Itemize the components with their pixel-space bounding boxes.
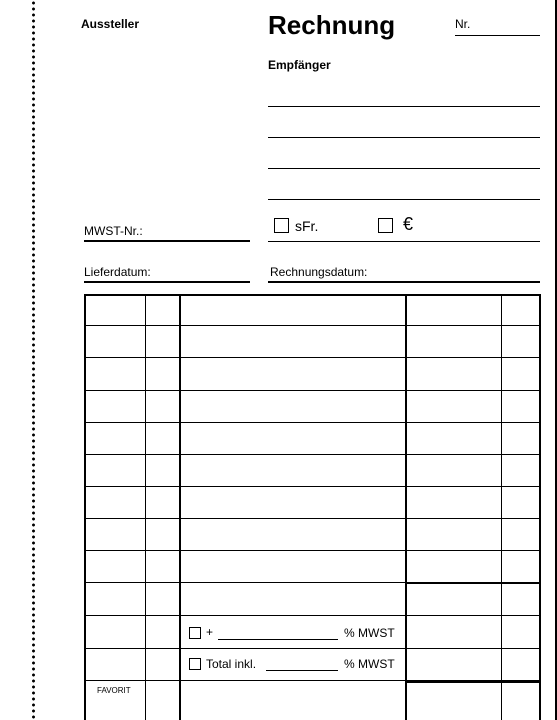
- checkbox-total[interactable]: [189, 658, 201, 670]
- recipient-line-3[interactable]: [268, 168, 540, 169]
- table-row-line: [84, 357, 541, 358]
- total-prefix: Total inkl.: [206, 657, 257, 671]
- invoice-number-label: Nr.: [455, 17, 471, 31]
- currency-underline: [268, 241, 540, 242]
- vat-number-label: MWST-Nr.:: [84, 224, 143, 238]
- currency-eur-label: €: [403, 214, 414, 234]
- issuer-label: Aussteller: [81, 17, 140, 31]
- recipient-label: Empfänger: [268, 58, 331, 72]
- delivery-date-label: Lieferdatum:: [84, 265, 151, 279]
- table-top-border: [84, 294, 541, 296]
- vat-suffix: % MWST: [344, 626, 395, 640]
- checkbox-chf[interactable]: [274, 218, 289, 233]
- total-suffix: % MWST: [344, 657, 395, 671]
- vat-prefix: +: [206, 625, 214, 639]
- vat-number-line[interactable]: [84, 240, 250, 242]
- checkbox-vat[interactable]: [189, 627, 201, 639]
- recipient-line-4[interactable]: [268, 199, 540, 200]
- perforation-edge: [32, 0, 35, 720]
- table-row-line: [84, 615, 541, 616]
- invoice-date-label: Rechnungsdatum:: [270, 265, 368, 279]
- table-row-line: [84, 518, 541, 519]
- invoice-date-line[interactable]: [268, 281, 540, 283]
- table-row-line: [84, 648, 541, 649]
- document-title: Rechnung: [268, 10, 396, 40]
- currency-chf-label: sFr.: [295, 218, 319, 234]
- invoice-number-line[interactable]: [455, 35, 540, 36]
- recipient-line-2[interactable]: [268, 137, 540, 138]
- table-row-line: [84, 422, 541, 423]
- table-row-line: [84, 454, 541, 455]
- checkbox-eur[interactable]: [378, 218, 393, 233]
- table-row-line: [84, 325, 541, 326]
- recipient-line-1[interactable]: [268, 106, 540, 107]
- table-row-line: [84, 550, 541, 551]
- delivery-date-line[interactable]: [84, 281, 250, 283]
- vat-percent-line[interactable]: [218, 639, 338, 640]
- total-percent-line[interactable]: [266, 670, 338, 671]
- brand-footer: FAVORIT: [97, 686, 131, 695]
- table-total-thick-line: [405, 680, 541, 683]
- table-row-line: [84, 390, 541, 391]
- table-row-line: [84, 486, 541, 487]
- table-subtotal-line: [405, 582, 541, 584]
